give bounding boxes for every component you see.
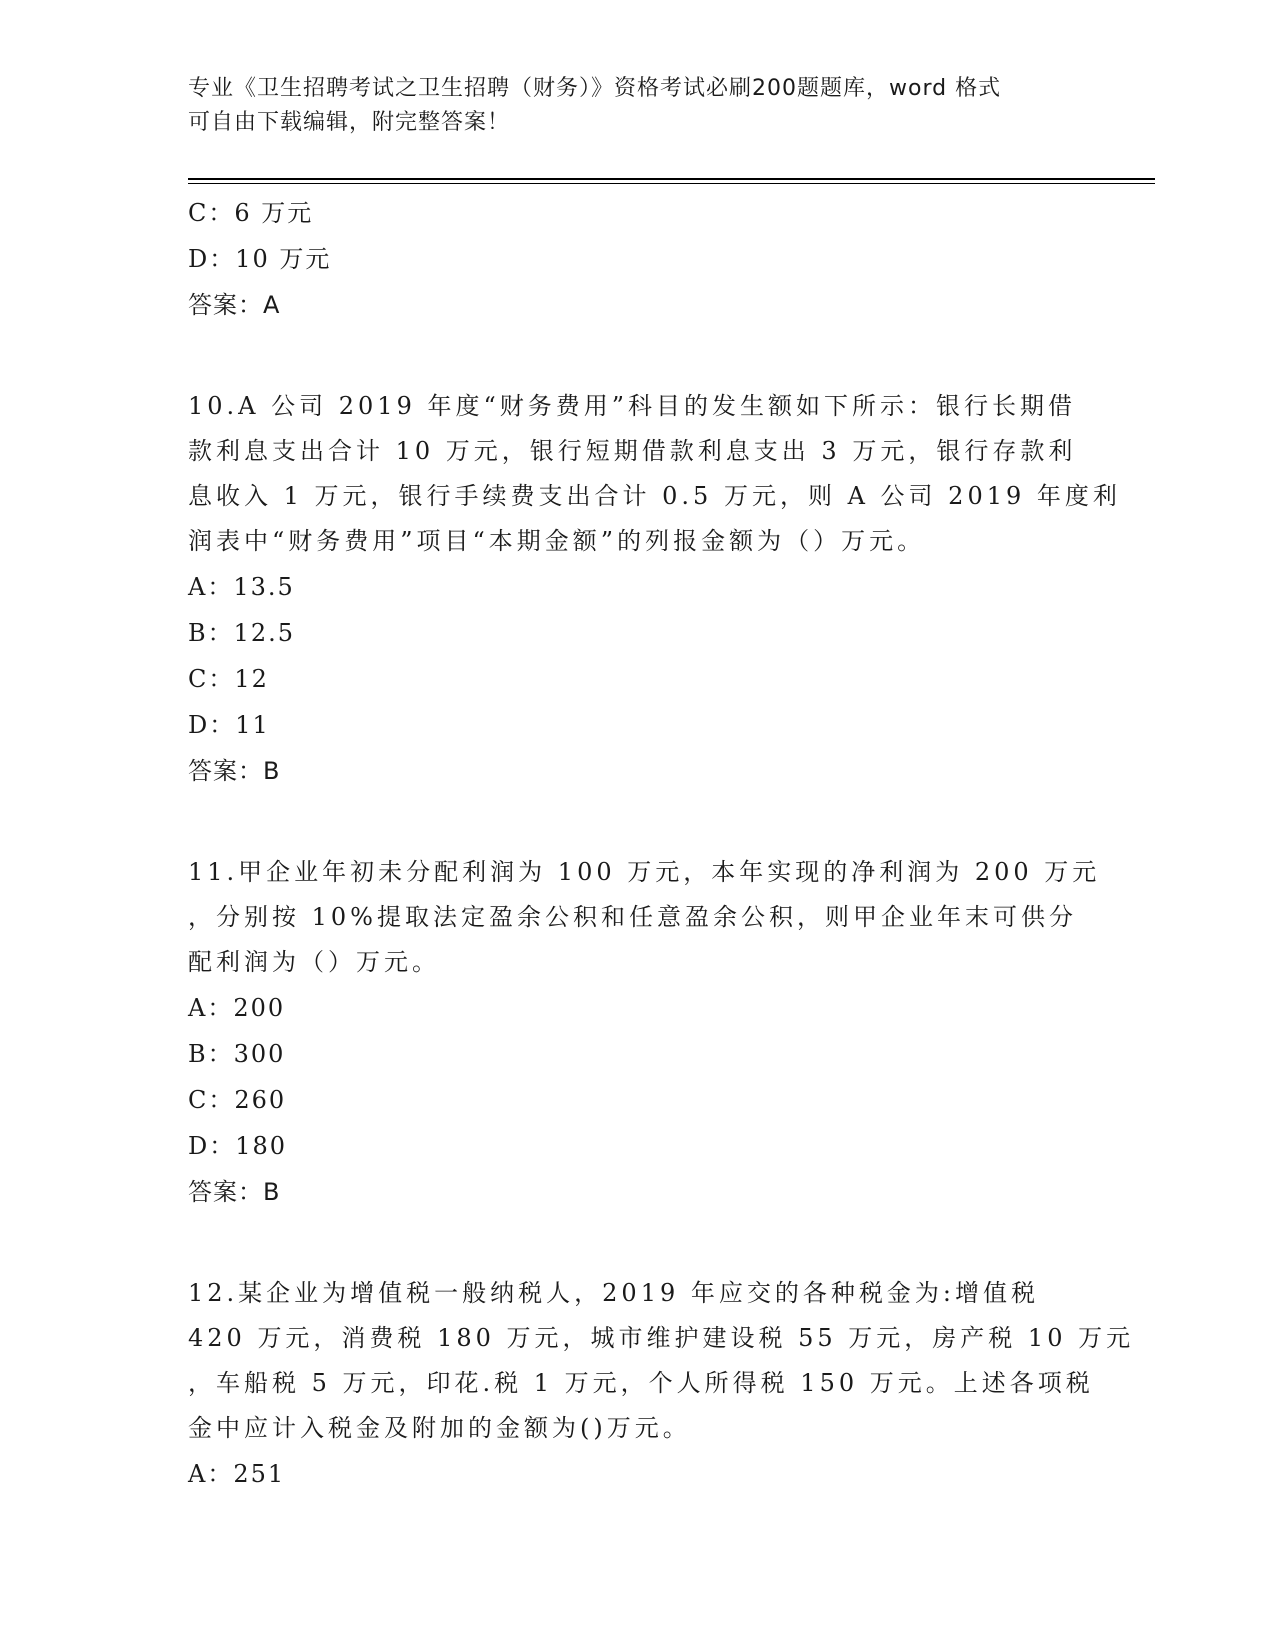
header-line-2: 可自由下载编辑，附完整答案！ (188, 110, 511, 135)
answer-line: 答案：B (188, 757, 281, 785)
stem-line: 润表中“财务费用”项目“本期金额”的列报金额为（）万元。 (188, 527, 926, 555)
question-stem (188, 850, 1101, 985)
header-rule-thick (188, 178, 1155, 180)
answer-line: 答案：B (188, 1178, 281, 1206)
spacer (188, 328, 1088, 384)
question-stem (188, 384, 1121, 564)
stem-line: 420 万元，消费税 180 万元，城市维护建设税 55 万元，房产税 10 万元 (188, 1324, 1135, 1352)
question-10 (188, 384, 1121, 794)
stem-line: ，分别按 10%提取法定盈余公积和任意盈余公积，则甲企业年末可供分 (188, 903, 1077, 931)
document-header (188, 72, 1088, 140)
document-body (188, 190, 1135, 1497)
option-d: D：10 万元 (188, 245, 332, 273)
option-b: B：12.5 (188, 619, 296, 647)
option-b: B：300 (188, 1040, 286, 1068)
question-11 (188, 850, 1101, 1215)
option-d: D：180 (188, 1132, 288, 1160)
option-c: C：12 (188, 665, 269, 693)
option-a: A：200 (188, 994, 286, 1022)
stem-line: 10.A 公司 2019 年度“财务费用”科目的发生额如下所示：银行长期借 (188, 392, 1077, 420)
stem-line: 配利润为（）万元。 (188, 948, 440, 976)
spacer (188, 794, 1088, 850)
header-line-1: 专业《卫生招聘考试之卫生招聘（财务）》资格考试必刷200题题库，word 格式 (188, 76, 1002, 101)
stem-line: 12.某企业为增值税一般纳税人，2019 年应交的各种税金为:增值税 (188, 1279, 1039, 1307)
option-c: C：260 (188, 1086, 287, 1114)
stem-line: 息收入 1 万元，银行手续费支出合计 0.5 万元，则 A 公司 2019 年度利 (188, 482, 1121, 510)
question-12 (188, 1271, 1135, 1497)
spacer (188, 1215, 1088, 1271)
stem-line: 款利息支出合计 10 万元，银行短期借款利息支出 3 万元，银行存款利 (188, 437, 1077, 465)
question-stem (188, 1271, 1135, 1451)
stem-line: 金中应计入税金及附加的金额为()万元。 (188, 1414, 691, 1442)
header-rule-thin (188, 183, 1155, 184)
option-a: A：13.5 (188, 573, 295, 601)
option-a: A：251 (188, 1460, 286, 1488)
stem-line: 11.甲企业年初未分配利润为 100 万元，本年实现的净利润为 200 万元 (188, 858, 1101, 886)
option-d: D：11 (188, 711, 270, 739)
option-c: C：6 万元 (188, 199, 314, 227)
answer-line: 答案：A (188, 291, 281, 319)
stem-line: ，车船税 5 万元，印花.税 1 万元，个人所得税 150 万元。上述各项税 (188, 1369, 1094, 1397)
question-9-tail (188, 190, 1088, 328)
